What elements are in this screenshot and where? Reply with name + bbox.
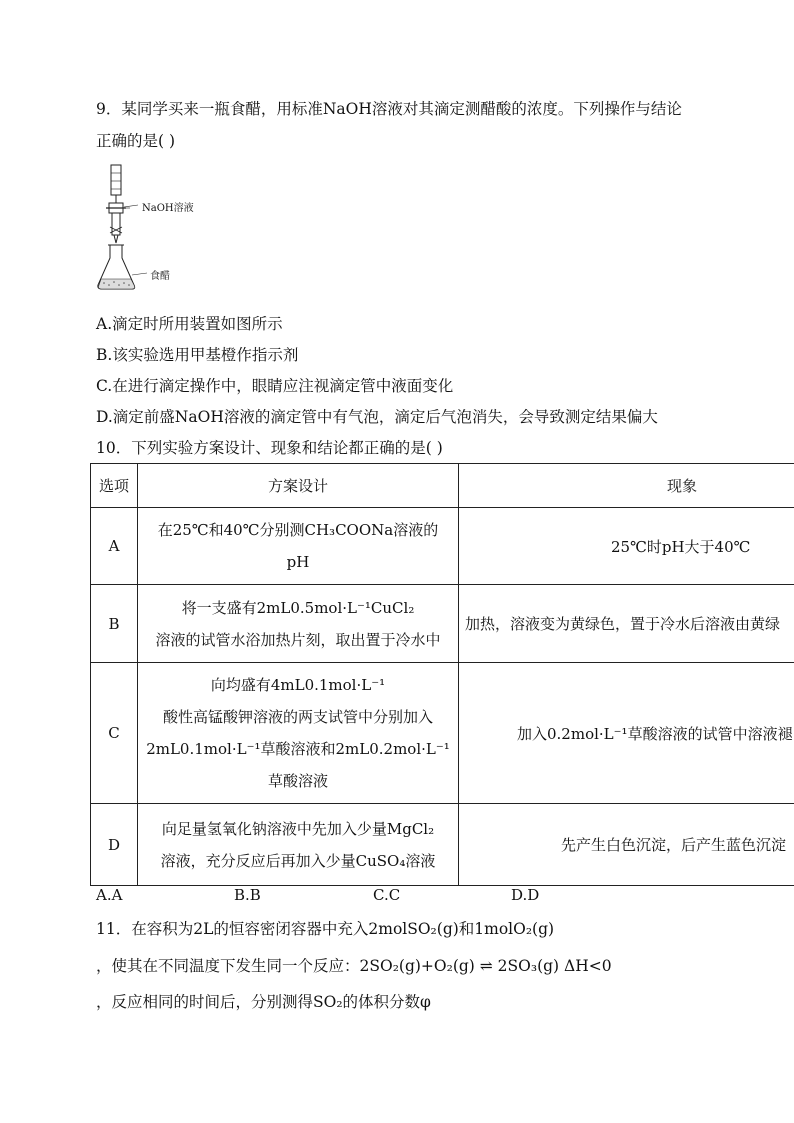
- figure-label-naoh: NaOH溶液: [142, 203, 194, 214]
- row-c-design-line4: 草酸溶液: [267, 772, 328, 790]
- row-b-option: B: [91, 585, 138, 663]
- row-a-phenomenon: 25℃时pH大于40℃: [459, 508, 794, 585]
- q9-stem-line2: 正确的是( ): [96, 132, 176, 150]
- row-a-design-line1: 在25℃和40℃分别测CH₃COONa溶液的: [157, 521, 439, 539]
- table-row: [91, 585, 794, 663]
- q10-stem: 10．下列实验方案设计、现象和结论都正确的是( ): [96, 439, 443, 457]
- row-b-design: [138, 585, 459, 663]
- row-c-design-line1: 向均盛有4mL0.1mol·L⁻¹: [210, 676, 386, 694]
- q10-answer-b: B.B: [234, 886, 261, 904]
- q10-answer-a: A.A: [96, 886, 123, 904]
- q9-option-c: C.在进行滴定操作中，眼睛应注视滴定管中液面变化: [96, 377, 454, 395]
- row-c-design-line3: 2mL0.1mol·L⁻¹草酸溶液和2mL0.2mol·L⁻¹: [146, 740, 450, 758]
- row-a-design: [138, 508, 459, 585]
- table-row: [91, 508, 794, 585]
- table-row: [91, 804, 794, 886]
- q10-answer-c: C.C: [373, 886, 401, 904]
- row-c-option: C: [91, 663, 138, 804]
- q9-option-d: D.滴定前盛NaOH溶液的滴定管中有气泡，滴定后气泡消失，会导致测定结果偏大: [96, 408, 658, 426]
- q9-option-b: B.该实验选用甲基橙作指示剂: [96, 346, 299, 364]
- q11-line2: ，使其在不同温度下发生同一个反应：2SO₂(g)+O₂(g) ⇌ 2SO₃(g) ΔH<0: [96, 957, 612, 975]
- row-c-phenomenon: 加入0.2mol·L⁻¹草酸溶液的试管中溶液褪: [459, 663, 794, 804]
- row-a-design-line2: pH: [286, 553, 310, 571]
- row-d-phenomenon: 先产生白色沉淀，后产生蓝色沉淀: [459, 804, 794, 886]
- row-d-design-line2: 溶液，充分反应后再加入少量CuSO₄溶液: [160, 851, 436, 870]
- q9-stem-line1: 9．某同学买来一瓶食醋，用标准NaOH溶液对其滴定测醋酸的浓度。下列操作与结论: [96, 100, 682, 118]
- q11-line3: ，反应相同的时间后，分别测得SO₂的体积分数φ: [96, 993, 431, 1011]
- header-phenomenon: 现象: [459, 464, 794, 508]
- row-c-design-line2: 酸性高锰酸钾溶液的两支试管中分别加入: [162, 708, 433, 726]
- row-d-option: D: [91, 804, 138, 886]
- row-d-design-line1: 向足量氢氧化钠溶液中先加入少量MgCl₂: [161, 819, 435, 838]
- header-design: 方案设计: [138, 464, 459, 508]
- header-option: 选项: [91, 464, 138, 508]
- q9-option-a: A.滴定时所用装置如图所示: [96, 315, 283, 333]
- table-row: [91, 663, 794, 804]
- row-b-phenomenon: 加热，溶液变为黄绿色，置于冷水后溶液由黄绿: [459, 585, 794, 663]
- q11-line1: 11．在容积为2L的恒容密闭容器中充入2molSO₂(g)和1molO₂(g): [96, 920, 555, 938]
- row-b-design-line2: 溶液的试管水浴加热片刻，取出置于冷水中: [155, 630, 441, 649]
- row-b-design-line1: 将一支盛有2mL0.5mol·L⁻¹CuCl₂: [181, 598, 415, 617]
- q10-answer-d: D.D: [511, 886, 540, 904]
- table-header-row: [91, 464, 794, 508]
- row-c-design: [138, 663, 459, 804]
- row-a-option: A: [91, 508, 138, 585]
- row-d-design: [138, 804, 459, 886]
- experiment-table: [90, 463, 794, 886]
- titration-apparatus-figure: [92, 163, 232, 295]
- figure-label-vinegar: 食醋: [150, 271, 170, 282]
